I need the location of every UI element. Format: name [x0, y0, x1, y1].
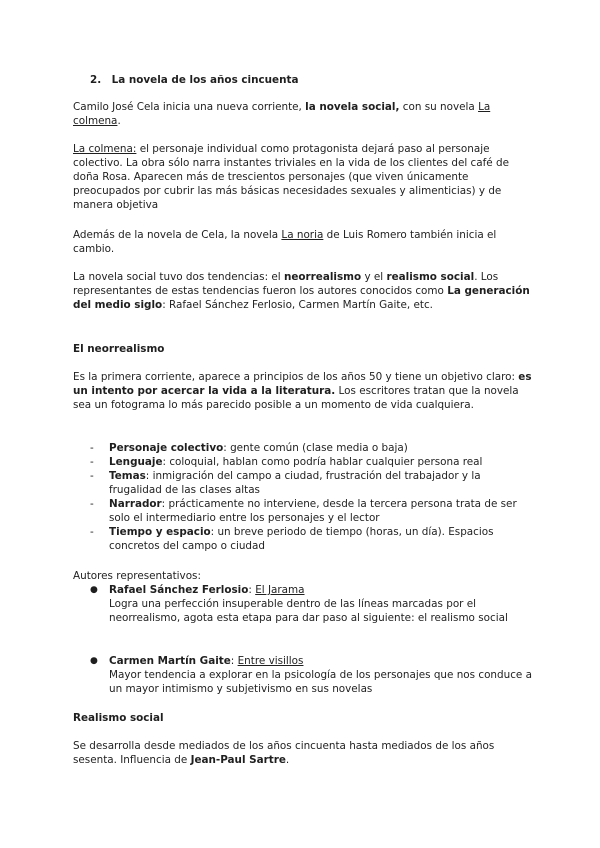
- list-item: [73, 469, 533, 497]
- section-title: La novela de los años cincuenta: [111, 74, 299, 86]
- feature-text: : inmigración del campo a ciudad, frustración del trabajador y la frugalidad de las clases altas: [109, 470, 481, 496]
- feature-text: : gente común (clase media o baja): [223, 442, 408, 454]
- noria-text-2: de Luis Romero también inicia el cambio.: [73, 229, 497, 255]
- section-heading: [90, 73, 530, 87]
- feature-label: Lenguaje: [109, 456, 163, 468]
- dash-bullet: -: [90, 470, 94, 482]
- autores-heading: Autores representativos:: [73, 570, 201, 582]
- neorrealismo-text-1: Es la primera corriente, aparece a principios de los años 50 y tiene un objetivo claro:: [73, 371, 519, 383]
- list-item: [73, 654, 533, 696]
- tendencias-text-4: : Rafael Sánchez Ferlosio, Carmen Martín Gaite, etc.: [162, 299, 433, 311]
- list-item: [73, 441, 533, 455]
- neorrealismo-features-list: [73, 441, 533, 553]
- realismo-text-1: Se desarrolla desde mediados de los años cincuenta hasta mediados de los años sesenta. Influencia de: [73, 740, 495, 766]
- feature-text: : un breve periodo de tiempo (horas, un día). Espacios concretos del campo o ciudad: [109, 526, 494, 552]
- realismo-text-2: .: [285, 754, 290, 766]
- author-separator: :: [248, 584, 256, 596]
- neorrealismo-text-2: Los escritores tratan que la novela sea un fotograma lo más parecido posible a un momento de vida cualquiera.: [73, 385, 519, 411]
- intro-text-1: Camilo José Cela inicia una nueva corriente,: [73, 101, 306, 113]
- noria-title: La noria: [281, 229, 324, 241]
- dash-bullet: -: [90, 498, 94, 510]
- tendencias-bold-generacion: La generación del medio siglo: [73, 285, 530, 311]
- intro-text-3: .: [117, 115, 121, 127]
- feature-text: : coloquial, hablan como podría hablar cualquier persona real: [162, 456, 483, 468]
- tendencias-bold-neorrealismo: neorrealismo: [283, 271, 362, 283]
- feature-label: Temas: [109, 470, 146, 482]
- noria-paragraph: [73, 228, 533, 256]
- author-description: Mayor tendencia a explorar en la psicología de los personajes que nos conduce a un mayor intimismo y subjetivismo en sus novelas: [109, 669, 532, 695]
- realismo-bold-sartre: Jean-Paul Sartre: [190, 754, 286, 766]
- dot-bullet: ●: [90, 656, 98, 666]
- author-description: Logra una perfección insuperable dentro de las líneas marcadas por el neorrealismo, agota esta etapa para dar paso al siguiente: el realismo social: [109, 598, 508, 624]
- realismo-paragraph: [73, 739, 533, 767]
- dot-bullet: ●: [90, 585, 98, 595]
- intro-text-2: con su novela: [399, 101, 479, 113]
- autores-list-2: [73, 654, 533, 696]
- autores-list: [73, 583, 533, 625]
- author-work: Entre visillos: [237, 655, 304, 667]
- list-item: [73, 525, 533, 553]
- author-name: Rafael Sánchez Ferlosio: [109, 584, 249, 596]
- colmena-paragraph: [73, 142, 533, 212]
- dash-bullet: -: [90, 526, 94, 538]
- author-separator: :: [230, 655, 238, 667]
- intro-title-la-colmena: La colmena: [73, 101, 491, 127]
- intro-paragraph: [73, 100, 533, 128]
- tendencias-bold-realismo-social: realismo social: [386, 271, 475, 283]
- colmena-title: La colmena:: [73, 143, 137, 155]
- feature-label: Personaje colectivo: [109, 442, 224, 454]
- intro-bold-novela-social: la novela social,: [305, 101, 400, 113]
- neorrealismo-bold: es un intento por acercar la vida a la literatura.: [73, 371, 532, 397]
- realismo-heading: Realismo social: [73, 712, 164, 724]
- author-name: Carmen Martín Gaite: [109, 655, 231, 667]
- tendencias-paragraph: [73, 270, 533, 312]
- feature-label: Tiempo y espacio: [109, 526, 211, 538]
- list-item: [73, 455, 533, 469]
- section-number: 2.: [90, 74, 102, 86]
- list-item: [73, 497, 533, 525]
- dash-bullet: -: [90, 442, 94, 454]
- neorrealismo-paragraph: [73, 370, 533, 412]
- feature-text: : prácticamente no interviene, desde la tercera persona trata de ser solo el intermediario entre los personajes y el lector: [109, 498, 517, 524]
- feature-label: Narrador: [109, 498, 162, 510]
- dash-bullet: -: [90, 456, 94, 468]
- list-item: [73, 583, 533, 625]
- colmena-text: el personaje individual como protagonista dejará paso al personaje colectivo. La obra sólo narra instantes triviales en la vida de los clientes del café de doña Rosa. Aparecen más de trescientos personajes (que viven únicamente preocupados por cubrir las más básicas necesidades sexuales y alimenticias) y de manera objetiva: [73, 143, 509, 211]
- tendencias-text-3: . Los representantes de estas tendencias fueron los autores conocidos como: [73, 271, 499, 297]
- neorrealismo-heading: El neorrealismo: [73, 343, 165, 355]
- tendencias-text-2: y el: [361, 271, 387, 283]
- tendencias-text-1: La novela social tuvo dos tendencias: el: [73, 271, 284, 283]
- noria-text-1: Además de la novela de Cela, la novela: [73, 229, 282, 241]
- author-work: El Jarama: [255, 584, 305, 596]
